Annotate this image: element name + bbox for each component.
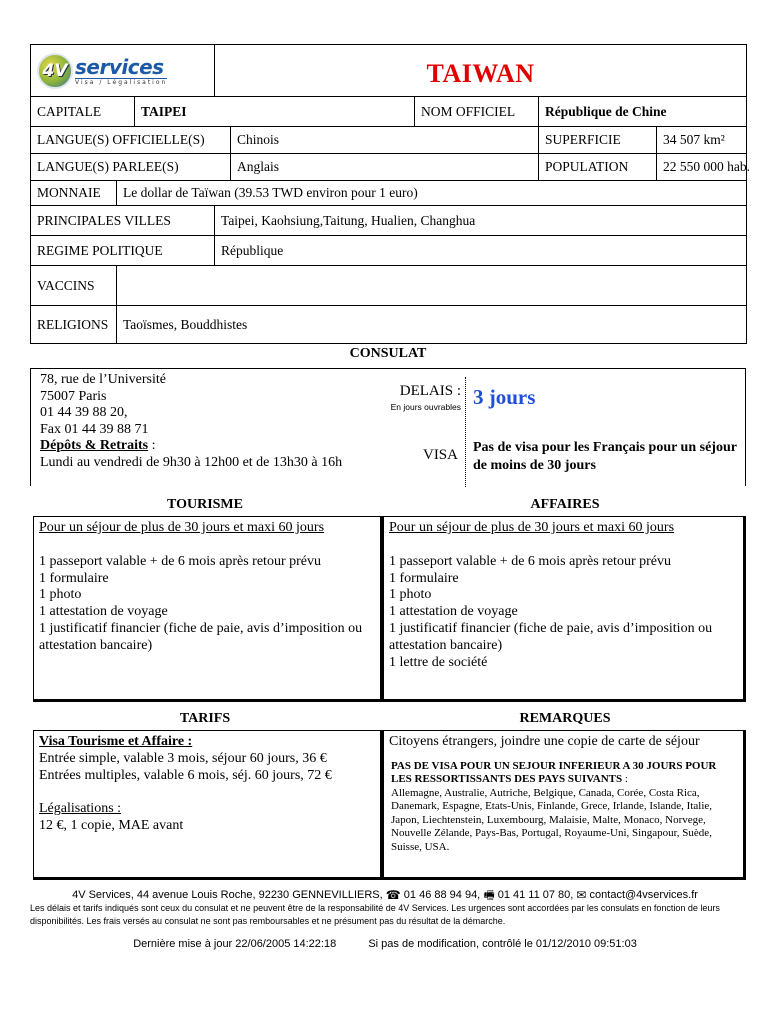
- affaires-panel: [383, 516, 746, 702]
- email-icon: ✉: [576, 888, 587, 902]
- legalisations-value: 12 €, 1 copie, MAE avant: [39, 818, 184, 834]
- remarques-title: REMARQUES: [519, 711, 611, 726]
- tarifs-panel: [33, 730, 383, 880]
- remarques-bold-tail: :: [622, 773, 628, 786]
- villes-label: PRINCIPALES VILLES: [31, 206, 215, 236]
- delais-label: DELAIS :: [399, 383, 461, 399]
- list-item: 1 lettre de société: [389, 654, 488, 670]
- footer-address: 4V Services, 44 avenue Louis Roche, 92230 GENNEVILLIERS,: [72, 889, 383, 901]
- tarifs-heading: Visa Tourisme et Affaire :: [39, 734, 193, 749]
- religions-value: Taoïsmes, Bouddhistes: [117, 306, 747, 344]
- tourisme-title: TOURISME: [167, 497, 243, 512]
- list-item: 1 formulaire: [39, 570, 109, 586]
- logo-text: services: [75, 54, 164, 79]
- tourisme-heading: Pour un séjour de plus de 30 jours et maxi 60 jours: [39, 520, 325, 535]
- consulat-title: CONSULAT: [349, 346, 427, 361]
- logo: [31, 45, 215, 97]
- country-info-sheet: [30, 44, 751, 344]
- disclaimer: Les délais et tarifs indiqués sont ceux du consulat et ne peuvent être de la responsabilité de 4V Services. Les urgences sont accordées par les consulats en fonction de leurs disponibilités. Les frais versés au consulat ne sont pas remboursables et ne présument pas du résultat de la démarche.: [30, 903, 720, 926]
- population-label: POPULATION: [539, 154, 657, 181]
- delais-value: 3 jours: [473, 385, 536, 409]
- capitale-label: CAPITALE: [31, 97, 135, 127]
- consulat-box: [30, 368, 746, 486]
- address-line: 78, rue de l’Université: [40, 372, 166, 387]
- logo-badge: 4V: [37, 53, 73, 89]
- delais-sub: En jours ouvrables: [390, 402, 461, 412]
- superficie-label: SUPERFICIE: [539, 127, 657, 154]
- divider: [465, 377, 466, 487]
- superficie-value: 34 507 km²: [657, 127, 747, 154]
- vaccins-label: VACCINS: [31, 266, 117, 306]
- villes-value: Taipei, Kaohsiung,Taitung, Hualien, Changhua: [215, 206, 747, 236]
- affaires-heading: Pour un séjour de plus de 30 jours et maxi 60 jours: [389, 520, 675, 535]
- langues-parlees-value: Anglais: [231, 154, 539, 181]
- depots-label: Dépôts & Retraits: [40, 438, 149, 453]
- regime-label: REGIME POLITIQUE: [31, 236, 215, 266]
- consulat-address: [40, 372, 370, 471]
- list-item: 1 justificatif financier (fiche de paie, avis d’imposition ou attestation bancaire): [389, 620, 713, 653]
- vaccins-value: [117, 266, 747, 306]
- list-item: 1 passeport valable + de 6 mois après retour prévu: [39, 553, 321, 569]
- country-info-table: [30, 44, 751, 344]
- population-value: 22 550 000 hab.: [657, 154, 747, 181]
- footer-phone: 01 46 88 94 94,: [403, 889, 481, 901]
- phone-icon: ☎: [385, 888, 401, 902]
- country-title: TAIWAN: [215, 45, 747, 97]
- logo-subtitle: Visa / Légalisation: [75, 78, 168, 86]
- capitale-value: TAIPEI: [135, 97, 415, 127]
- tarif-line: Entrée simple, valable 3 mois, séjour 60 jours, 36 €: [39, 750, 327, 766]
- fax-icon: 🖷: [483, 888, 495, 902]
- list-item: 1 formulaire: [389, 570, 459, 586]
- tarifs-title: TARIFS: [179, 711, 231, 726]
- religions-label: RELIGIONS: [31, 306, 117, 344]
- remarques-countries: Allemagne, Australie, Autriche, Belgique, Canada, Corée, Costa Rica, Danemark, Espagne, Etats-Unis, Finlande, Grece, Irlande, Islande, Italie, Japon, Liechtenstein, Luxembourg, Malaisie, Malte, Monaco, Norvege, Nouvelle Zélande, Pays-Bas, Portugal, Royaume-Uni, Singapour, Suède, Suisse, USA.: [391, 786, 713, 853]
- remarques-bold: PAS DE VISA POUR UN SEJOUR INFERIEUR A 30 JOURS POUR LES RESSORTISSANTS DES PAYS SUIVANTS: [391, 759, 717, 786]
- address-line: 01 44 39 88 20,: [40, 405, 128, 420]
- visa-label: VISA: [422, 447, 458, 463]
- visa-text: Pas de visa pour les Français pour un séjour de moins de 30 jours: [473, 440, 737, 473]
- list-item: 1 attestation de voyage: [39, 604, 168, 620]
- langues-officielles-label: LANGUE(S) OFFICIELLE(S): [31, 127, 231, 154]
- langues-parlees-label: LANGUE(S) PARLEE(S): [31, 154, 231, 181]
- legalisations-label: Légalisations :: [39, 801, 122, 817]
- remarques-panel: [383, 730, 746, 880]
- consulat-hours: Lundi au vendredi de 9h30 à 12h00 et de 13h30 à 16h: [40, 454, 343, 470]
- list-item: 1 passeport valable + de 6 mois après retour prévu: [389, 553, 671, 569]
- address-line: Fax 01 44 39 88 71: [40, 421, 149, 437]
- list-item: 1 attestation de voyage: [389, 604, 518, 620]
- last-update: Dernière mise à jour 22/06/2005 14:22:18: [133, 938, 337, 950]
- nom-officiel-label: NOM OFFICIEL: [415, 97, 539, 127]
- list-item: 1 justificatif financier (fiche de paie, avis d’imposition ou attestation bancaire): [39, 620, 363, 653]
- tourisme-panel: [33, 516, 383, 702]
- address-line: 75007 Paris: [40, 388, 107, 404]
- monnaie-value: Le dollar de Taïwan (39.53 TWD environ pour 1 euro): [117, 181, 747, 206]
- footer-email[interactable]: contact@4vservices.fr: [589, 889, 698, 901]
- tarif-line: Entrées multiples, valable 6 mois, séj. 60 jours, 72 €: [39, 767, 332, 783]
- regime-value: République: [215, 236, 747, 266]
- list-item: 1 photo: [39, 587, 82, 603]
- langues-officielles-value: Chinois: [231, 127, 539, 154]
- depots-colon: :: [148, 438, 156, 453]
- monnaie-label: MONNAIE: [31, 181, 117, 206]
- nom-officiel-value: République de Chine: [539, 97, 747, 127]
- footer-dates: [0, 938, 770, 950]
- footer-fax: 01 41 11 07 80,: [497, 889, 574, 901]
- affaires-title: AFFAIRES: [530, 497, 600, 512]
- checked-date: Si pas de modification, contrôlé le 01/12/2010 09:51:03: [368, 938, 637, 950]
- list-item: 1 photo: [389, 587, 432, 603]
- remarques-line: Citoyens étrangers, joindre une copie de carte de séjour: [389, 734, 700, 749]
